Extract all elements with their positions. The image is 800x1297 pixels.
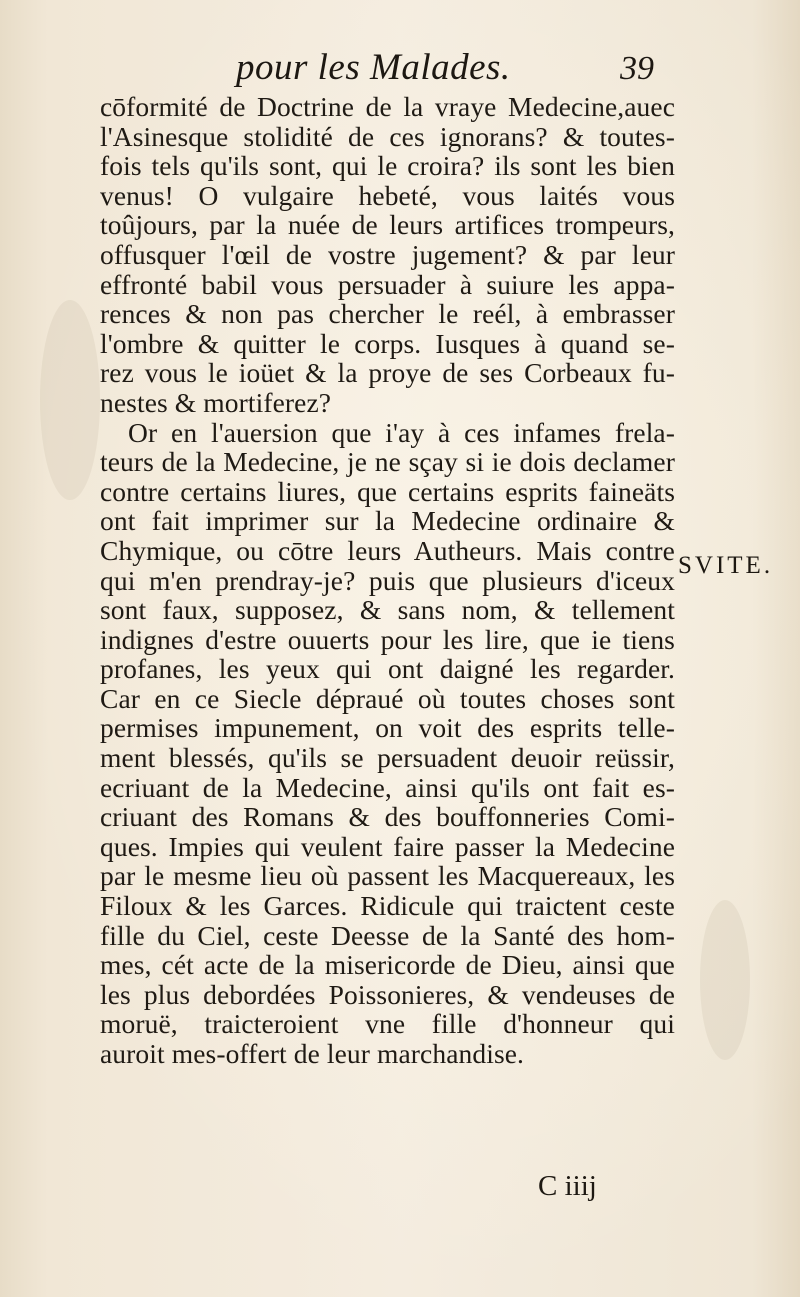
text-line: Filoux & les Garces. Ridicule qui traictent ceste bbox=[100, 890, 675, 922]
text-line: effronté babil vous persuader à suiure les appa- bbox=[100, 268, 675, 300]
margin-note: SVITE. bbox=[678, 552, 774, 579]
text-line: Or en l'auersion que i'ay à ces infames frela- bbox=[128, 416, 675, 448]
running-head: pour les Malades. bbox=[236, 47, 511, 88]
text-line: sont faux, supposez, & sans nom, & tellement bbox=[100, 594, 675, 626]
text-line: cōformité de Doctrine de la vraye Medecine,auec bbox=[100, 91, 675, 122]
text-line: fois tels qu'ils sont, qui le croira? ils sont les bien bbox=[100, 150, 675, 182]
text-line: ques. Impies qui veulent faire passer la Medecine bbox=[100, 830, 675, 862]
text-line: moruë, traicteroient vne fille d'honneur qui bbox=[100, 1008, 675, 1040]
text-line: les plus debordées Poissonieres, & vendeuses de bbox=[100, 978, 675, 1010]
text-line: criuant des Romans & des bouffonneries Comi- bbox=[100, 801, 675, 833]
text-line: mes, cét acte de la misericorde de Dieu, ainsi que bbox=[100, 949, 675, 981]
text-line: l'ombre & quitter le corps. Iusques à quand se- bbox=[100, 327, 675, 359]
text-line: contre certains liures, que certains esprits faineäts bbox=[100, 475, 675, 507]
text-line: par le mesme lieu où passent les Macquereaux, les bbox=[100, 860, 675, 892]
text-line: permises impunement, on voit des esprits telle- bbox=[100, 712, 675, 744]
text-line: ont fait imprimer sur la Medecine ordinaire & bbox=[100, 505, 675, 537]
page-number: 39 bbox=[620, 50, 654, 87]
text-line: offusquer l'œil de vostre jugement? & par leur bbox=[100, 238, 675, 270]
text-line: teurs de la Medecine, je ne sçay si ie dois declamer bbox=[100, 446, 675, 478]
text-line: auroit mes-offert de leur marchandise. bbox=[100, 1038, 525, 1069]
paper-stain bbox=[40, 300, 100, 500]
text-line: qui m'en prendray-je? puis que plusieurs d'iceux bbox=[100, 564, 675, 596]
paper-stain bbox=[700, 900, 750, 1060]
text-line: ment blessés, qu'ils se persuadent deuoir reüssir, bbox=[100, 742, 675, 774]
text-line: venus! O vulgaire hebeté, vous laités vous bbox=[100, 179, 675, 211]
text-line: rez vous le ioüet & la proye de ses Corbeaux fu- bbox=[100, 357, 675, 389]
text-line: l'Asinesque stolidité de ces ignorans? & toutes- bbox=[100, 120, 675, 152]
text-line: Car en ce Siecle dépraué où toutes choses sont bbox=[100, 682, 675, 714]
body-text bbox=[100, 92, 675, 1069]
text-line: Chymique, ou cōtre leurs Autheurs. Mais contre bbox=[100, 534, 675, 566]
text-line: nestes & mortiferez? bbox=[100, 386, 332, 418]
text-line: toûjours, par la nuée de leurs artifices trompeurs, bbox=[100, 209, 675, 241]
signature-mark: C iiij bbox=[538, 1170, 597, 1202]
text-line: indignes d'estre ouuerts pour les lire, que ie tiens bbox=[100, 623, 675, 655]
text-line: fille du Ciel, ceste Deesse de la Santé des hom- bbox=[100, 919, 675, 951]
text-line: ecriuant de la Medecine, ainsi qu'ils ont fait es- bbox=[100, 771, 675, 803]
text-line: rences & non pas chercher le reél, à embrasser bbox=[100, 298, 675, 330]
text-line: profanes, les yeux qui ont daigné les regarder. bbox=[100, 653, 675, 685]
